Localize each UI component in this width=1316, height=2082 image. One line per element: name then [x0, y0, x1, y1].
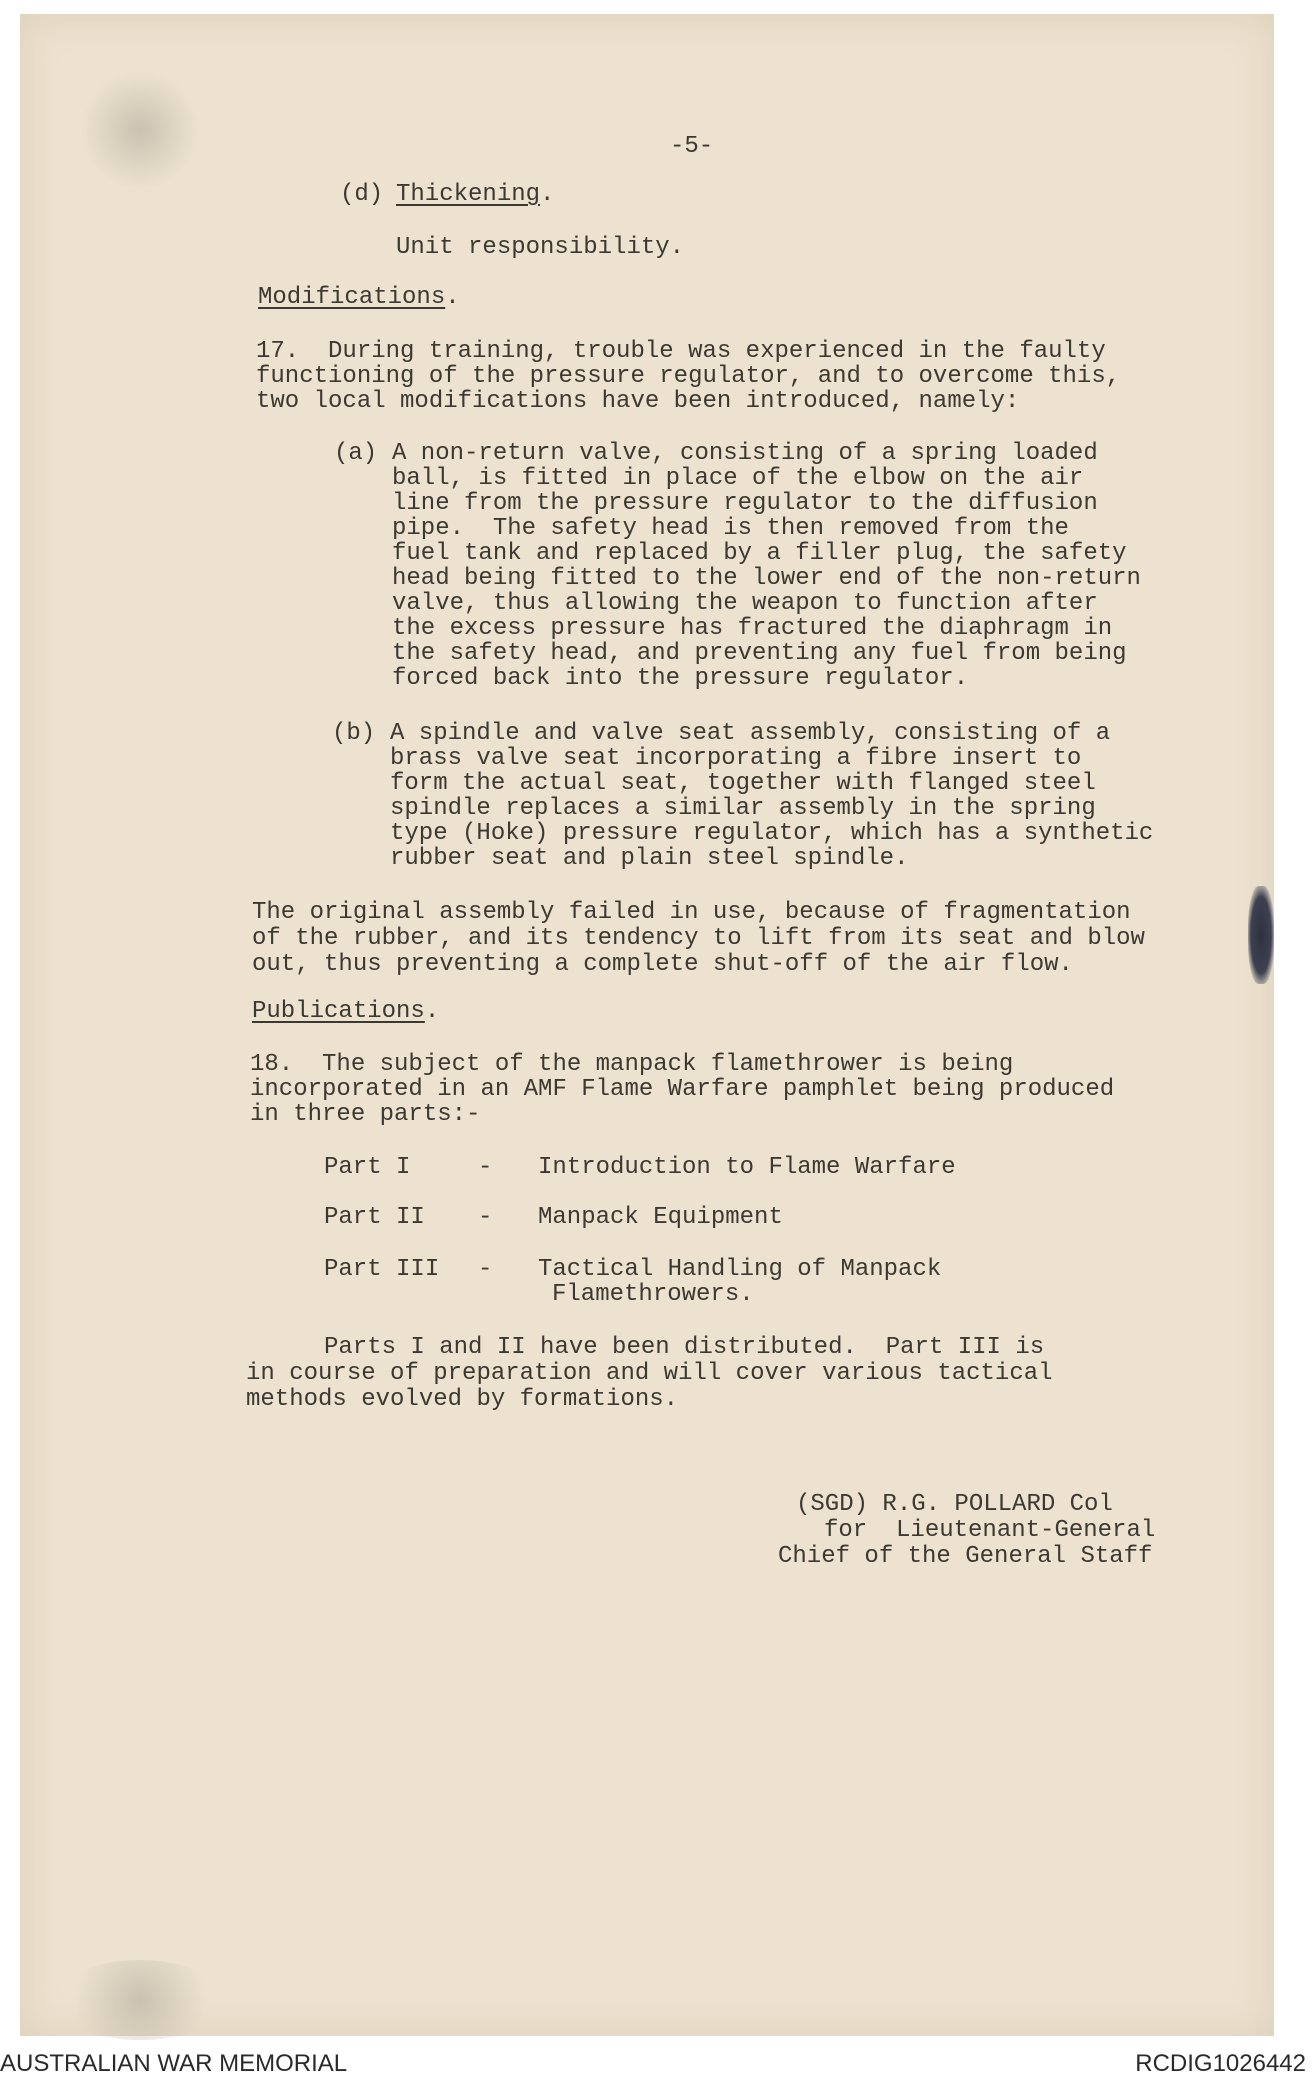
item-b-line: form the actual seat, together with flanged steel: [390, 770, 1096, 797]
heading-period: .: [445, 284, 460, 311]
modifications-heading-line: [258, 285, 460, 311]
section-d-heading: [396, 182, 554, 208]
paragraph-17-line: 17. During training, trouble was experienced in the faulty: [256, 338, 1106, 365]
signature-line: (SGD) R.G. POLLARD Col: [796, 1491, 1113, 1518]
item-b-line: type (Hoke) pressure regulator, which has a synthetic: [390, 820, 1154, 847]
part-title: Introduction to Flame Warfare: [538, 1154, 956, 1181]
thickening-heading: Thickening: [396, 181, 541, 208]
paragraph-18-line: 18. The subject of the manpack flamethrower is being: [250, 1051, 1014, 1078]
paragraph-17-line: functioning of the pressure regulator, and to overcome this,: [256, 363, 1121, 390]
paper-stain: [80, 70, 200, 190]
item-a-line: A non-return valve, consisting of a spring loaded: [392, 440, 1098, 467]
closing-line: Parts I and II have been distributed. Part III is: [324, 1334, 1045, 1361]
item-a-line: fuel tank and replaced by a filler plug, the safety: [392, 540, 1127, 567]
part-label: Part I: [324, 1154, 411, 1181]
item-a-line: line from the pressure regulator to the diffusion: [392, 490, 1098, 517]
part-title-continued: Flamethrowers.: [552, 1281, 754, 1308]
ink-blot: [1248, 886, 1274, 984]
signature-line: Chief of the General Staff: [778, 1543, 1153, 1570]
heading-period: .: [540, 181, 555, 208]
original-assembly-line: of the rubber, and its tendency to lift from its seat and blow: [252, 925, 1145, 952]
item-a-label: (a): [334, 440, 378, 467]
original-assembly-line: The original assembly failed in use, because of fragmentation: [252, 899, 1131, 926]
paragraph-18-line: in three parts:-: [250, 1101, 481, 1128]
item-a-line: head being fitted to the lower end of the non-return: [392, 565, 1141, 592]
item-b-line: A spindle and valve seat assembly, consisting of a: [390, 720, 1111, 747]
item-a-line: ball, is fitted in place of the elbow on the air: [392, 465, 1084, 492]
paper-stain: [55, 1960, 225, 2040]
heading-period: .: [424, 998, 440, 1025]
page-number: -5-: [670, 133, 714, 160]
part-title: Tactical Handling of Manpack: [538, 1256, 942, 1283]
section-d-label: (d): [340, 181, 384, 208]
part-dash: -: [478, 1256, 493, 1283]
footer-source: AUSTRALIAN WAR MEMORIAL: [0, 2050, 348, 2077]
item-a-line: forced back into the pressure regulator.: [392, 665, 969, 692]
item-a-line: the excess pressure has fractured the diaphragm in: [392, 615, 1113, 642]
item-a-line: pipe. The safety head is then removed from the: [392, 515, 1069, 542]
part-dash: -: [478, 1154, 493, 1181]
modifications-heading: Modifications: [258, 284, 446, 311]
paragraph-18-line: incorporated in an AMF Flame Warfare pamphlet being produced: [250, 1076, 1115, 1103]
item-b-line: rubber seat and plain steel spindle.: [390, 845, 909, 872]
part-label: Part III: [324, 1256, 440, 1283]
part-title: Manpack Equipment: [538, 1204, 783, 1231]
thickening-text: Unit responsibility.: [396, 234, 685, 261]
item-b-line: spindle replaces a similar assembly in the spring: [390, 795, 1096, 822]
item-a-line: valve, thus allowing the weapon to function after: [392, 590, 1098, 617]
item-b-line: brass valve seat incorporating a fibre insert to: [390, 745, 1082, 772]
signature-line: for Lieutenant-General: [824, 1517, 1156, 1544]
publications-heading: Publications: [252, 998, 425, 1025]
original-assembly-line: out, thus preventing a complete shut-off of the air flow.: [252, 951, 1073, 978]
publications-heading-line: [252, 999, 439, 1025]
paragraph-17-line: two local modifications have been introduced, namely:: [256, 388, 1020, 415]
document-page: [20, 14, 1274, 2036]
item-a-line: the safety head, and preventing any fuel from being: [392, 640, 1127, 667]
footer-id: RCDIG1026442: [1135, 2050, 1306, 2077]
closing-line: in course of preparation and will cover various tactical: [246, 1360, 1053, 1387]
part-label: Part II: [324, 1204, 425, 1231]
closing-line: methods evolved by formations.: [246, 1386, 679, 1413]
item-b-label: (b): [332, 720, 376, 747]
part-dash: -: [478, 1204, 493, 1231]
